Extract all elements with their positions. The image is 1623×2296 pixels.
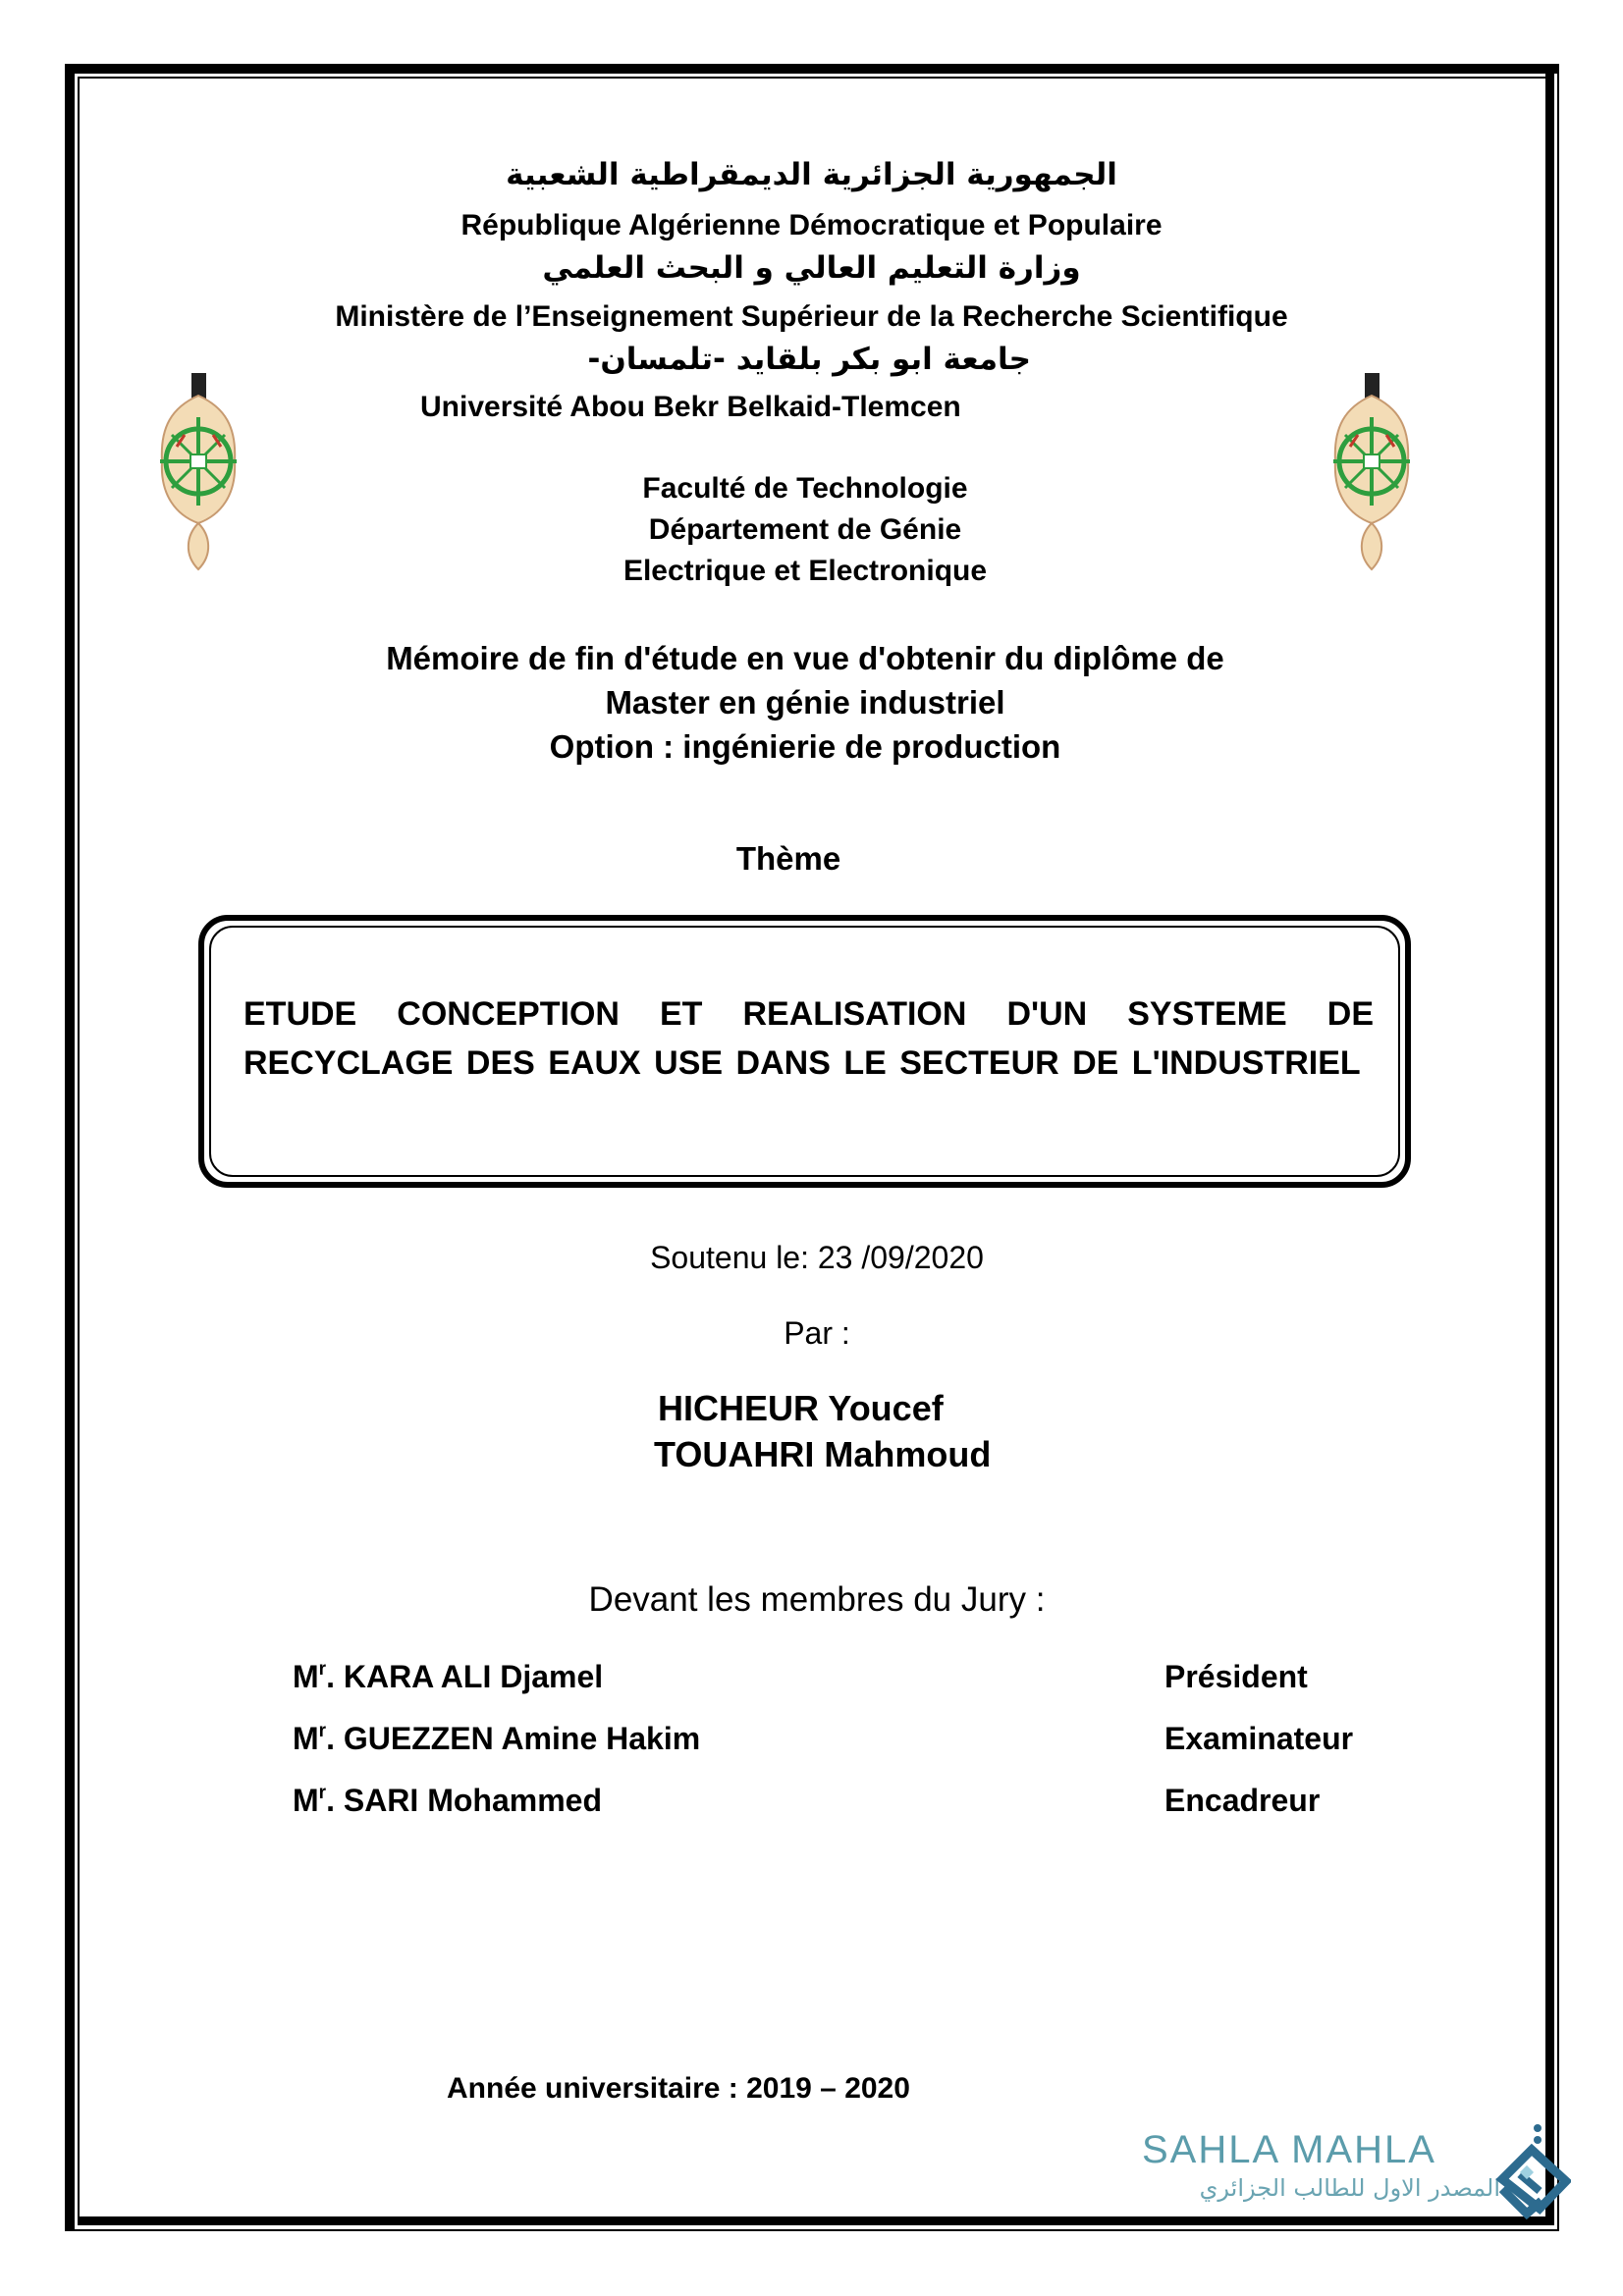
- page-border-inner-top: [78, 77, 1547, 79]
- watermark-title: SAHLA MAHLA: [1142, 2128, 1436, 2171]
- header-ar-university: جامعة ابو بكر بلقايد -تلمسان-: [587, 342, 1031, 377]
- header-fr-republic: République Algérienne Démocratique et Populaire: [460, 209, 1163, 241]
- page-border-right: [1545, 74, 1554, 2225]
- header-fr-ministry: Ministère de l’Enseignement Supérieur de la Recherche Scientifique: [335, 300, 1288, 333]
- jury-heading: Devant les membres du Jury :: [588, 1580, 1046, 1619]
- jury-member-name: $M^r$. KARA ALI Djamel: [293, 1659, 604, 1694]
- author-1: HICHEUR Youcef: [658, 1388, 944, 1428]
- page-border-outer-right: [1557, 64, 1559, 2231]
- department-line-2: Electrique et Electronique: [622, 555, 988, 587]
- page-border-bottom: [78, 2216, 1554, 2225]
- jury-member-role: Président: [1164, 1659, 1308, 1694]
- defense-date: Soutenu le: 23 /09/2020: [650, 1240, 984, 1275]
- jury-member-name: $M^r$. GUEZZEN Amine Hakim: [293, 1721, 701, 1756]
- author-2: TOUAHRI Mahmoud: [654, 1434, 992, 1474]
- sahla-mahla-logo-icon: [1492, 2120, 1571, 2228]
- page-border-inner-left: [78, 77, 80, 2218]
- department-line-1: Département de Génie: [648, 513, 962, 546]
- jury-member-role: Encadreur: [1164, 1783, 1321, 1818]
- jury-member-role: Examinateur: [1164, 1721, 1354, 1756]
- watermark-tagline: المصدر الاول للطالب الجزائري: [1199, 2174, 1500, 2202]
- page-border-outer-bottom: [65, 2229, 1559, 2231]
- by-label: Par :: [784, 1315, 850, 1351]
- memoire-option: Option : ingénierie de production: [549, 728, 1061, 765]
- header-ar-ministry: وزارة التعليم العالي و البحث العلمي: [542, 250, 1081, 286]
- theme-box: [198, 915, 1411, 1188]
- page-border-left: [65, 64, 75, 2231]
- theme-title: ETUDE CONCEPTION ET REALISATION D'UN SYSTEME DE RECYCLAGE DES EAUX USE DANS LE SECTEUR DE L'INDUSTRIEL: [243, 995, 1374, 1082]
- academic-year: Année universitaire : 2019 – 2020: [447, 2072, 910, 2105]
- page-border-top: [65, 64, 1559, 74]
- header-ar-republic: الجمهورية الجزائرية الديمقراطية الشعبية: [506, 157, 1117, 192]
- jury-member-name: $M^r$. SARI Mohammed: [293, 1783, 602, 1818]
- memoire-line-2: Master en génie industriel: [605, 684, 1005, 721]
- memoire-line-1: Mémoire de fin d'étude en vue d'obtenir du diplôme de: [386, 640, 1224, 676]
- header-fr-university: Université Abou Bekr Belkaid-Tlemcen: [420, 391, 961, 423]
- faculty-name: Faculté de Technologie: [642, 472, 968, 505]
- theme-label: Thème: [735, 840, 841, 877]
